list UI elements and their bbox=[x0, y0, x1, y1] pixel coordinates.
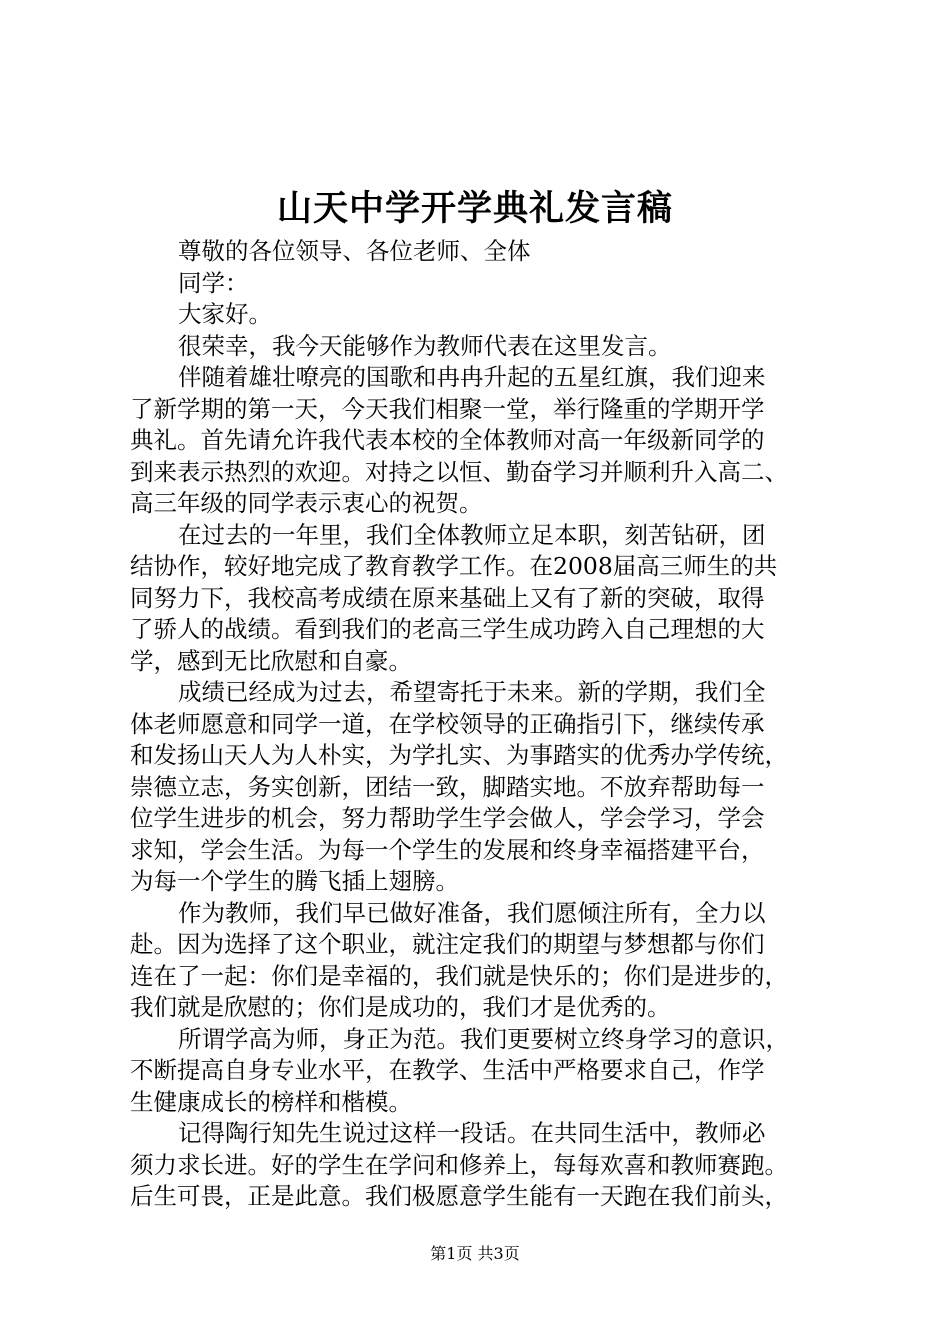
body-line: 成绩已经成为过去，希望寄托于未来。新的学期，我们全 bbox=[178, 678, 766, 706]
body-line: 同学： bbox=[178, 268, 249, 297]
body-line: 体老师愿意和同学一道，在学校领导的正确指引下，继续传承 bbox=[130, 709, 765, 738]
body-line: 在过去的一年里，我们全体教师立足本职，刻苦钻研，团 bbox=[178, 520, 766, 549]
body-line: 典礼。首先请允许我代表本校的全体教师对高一年级新同学的 bbox=[130, 426, 765, 454]
body-line: 须力求长进。好的学生在学问和修养上，每每欢喜和教师赛跑。 bbox=[130, 1150, 788, 1179]
body-line: 所谓学高为师，身正为范。我们更要树立终身学习的意识， bbox=[178, 1024, 789, 1053]
body-line: 不断提高自身专业水平，在教学、生活中严格要求自己，作学 bbox=[130, 1056, 765, 1084]
body-line: 作为教师，我们早已做好准备，我们愿倾注所有，全力以 bbox=[178, 898, 766, 927]
body-line: 位学生进步的机会，努力帮助学生学会做人，学会学习，学会 bbox=[130, 804, 765, 832]
body-line: 后生可畏，正是此意。我们极愿意学生能有一天跑在我们前头， bbox=[130, 1182, 788, 1210]
body-line: 记得陶行知先生说过这样一段话。在共同生活中，教师必 bbox=[178, 1119, 766, 1147]
page-number-footer: 第1页 共3页 bbox=[430, 1244, 520, 1263]
body-line: 了骄人的战绩。看到我们的老高三学生成功跨入自己理想的大 bbox=[130, 615, 765, 643]
body-line: 连在了一起：你们是幸福的，我们就是快乐的；你们是进步的， bbox=[130, 961, 788, 990]
document-body bbox=[130, 236, 830, 1213]
body-line: 崇德立志，务实创新，团结一致，脚踏实地。不放弃帮助每一 bbox=[130, 772, 765, 801]
body-line: 和发扬山天人为人朴实，为学扎实、为事踏实的优秀办学传统， bbox=[130, 741, 788, 769]
body-line: 很荣幸，我今天能够作为教师代表在这里发言。 bbox=[178, 331, 672, 360]
body-line: 了新学期的第一天，今天我们相聚一堂，举行隆重的学期开学 bbox=[130, 394, 765, 423]
document-title: 山天中学开学典礼发言稿 bbox=[276, 188, 673, 229]
body-line: 结协作，较好地完成了教育教学工作。在2008届高三师生的共 bbox=[130, 552, 778, 580]
body-line: 大家好。 bbox=[178, 300, 272, 328]
body-line: 到来表示热烈的欢迎。对持之以恒、勤奋学习并顺利升入高二、 bbox=[130, 457, 788, 486]
body-line: 高三年级的同学表示衷心的祝贺。 bbox=[130, 489, 483, 517]
body-line: 赴。因为选择了这个职业，就注定我们的期望与梦想都与你们 bbox=[130, 930, 765, 958]
body-line: 求知，学会生活。为每一个学生的发展和终身幸福搭建平台， bbox=[130, 835, 765, 864]
body-line: 同努力下，我校高考成绩在原来基础上又有了新的突破，取得 bbox=[130, 583, 765, 612]
body-line: 为每一个学生的腾飞插上翅膀。 bbox=[130, 867, 459, 895]
body-line: 生健康成长的榜样和楷模。 bbox=[130, 1087, 412, 1116]
body-line: 伴随着雄壮嘹亮的国歌和冉冉升起的五星红旗，我们迎来 bbox=[178, 363, 766, 391]
body-line: 尊敬的各位领导、各位老师、全体 bbox=[178, 237, 531, 265]
body-line: 学，感到无比欣慰和自豪。 bbox=[130, 646, 412, 675]
body-line: 我们就是欣慰的；你们是成功的，我们才是优秀的。 bbox=[130, 993, 671, 1021]
